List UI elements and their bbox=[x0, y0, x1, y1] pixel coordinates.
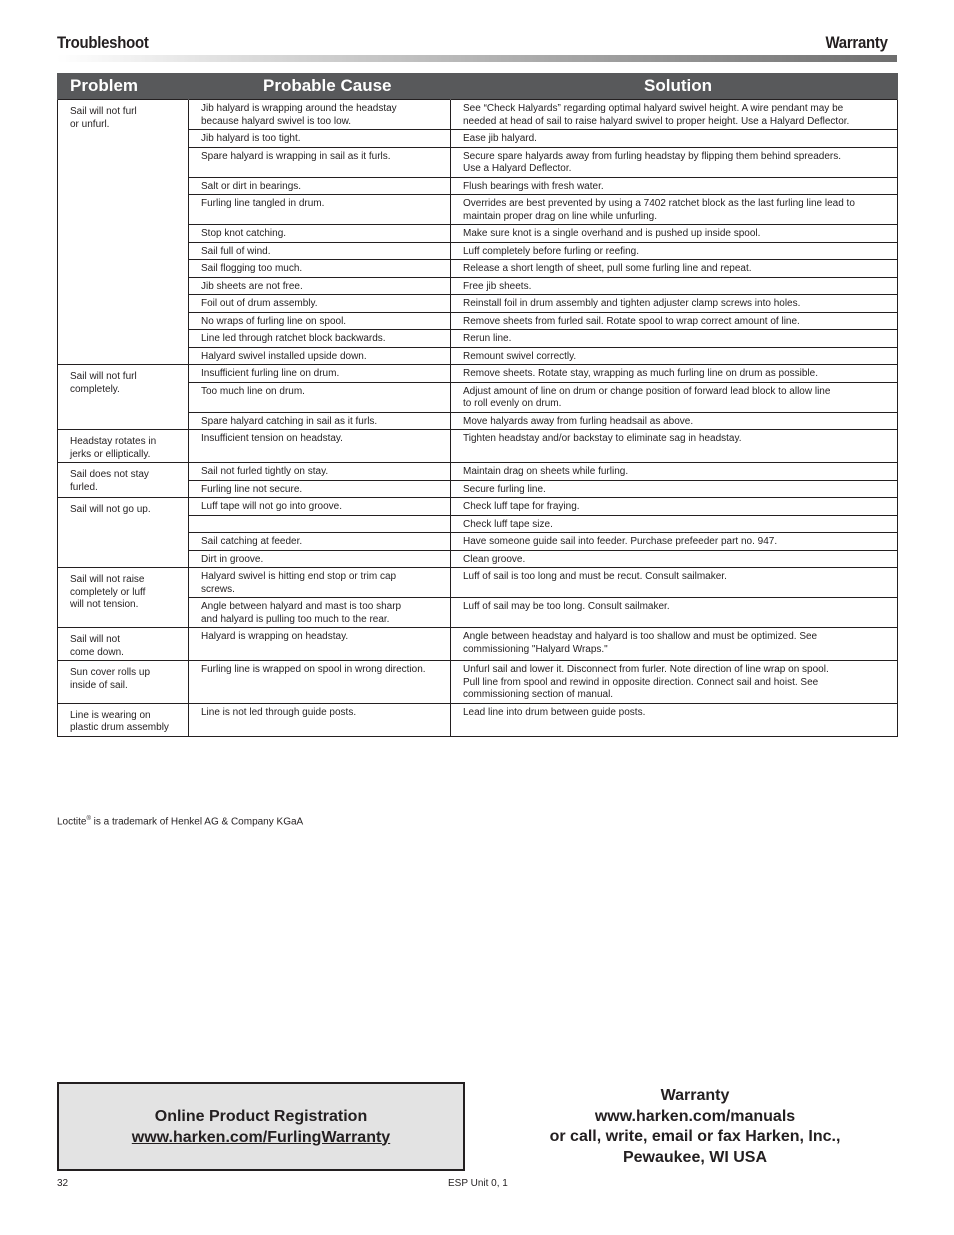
problem-text-line: Sail does not stay bbox=[70, 469, 149, 480]
solution-text-line: Luff completely before furling or reefing. bbox=[463, 245, 640, 257]
troubleshoot-table bbox=[57, 73, 898, 737]
cause-text-line: Spare halyard catching in sail as it furls. bbox=[201, 415, 378, 427]
problem-cell bbox=[58, 661, 189, 704]
cause-cell bbox=[189, 463, 451, 481]
solution-cell bbox=[451, 498, 898, 516]
cause-text-line: Halyard swivel installed upside down. bbox=[201, 350, 367, 362]
cause-text-line: Angle between halyard and mast is too sharp bbox=[201, 601, 402, 612]
solution-text-line: Ease jib halyard. bbox=[463, 133, 537, 144]
solution-cell bbox=[451, 365, 898, 383]
section-title-troubleshoot: Troubleshoot bbox=[57, 33, 149, 52]
cause-cell bbox=[189, 533, 451, 551]
solution-cell bbox=[451, 412, 898, 430]
solution-text-line: commissioning section of manual. bbox=[463, 689, 614, 700]
cause-cell bbox=[189, 347, 451, 365]
cause-text-line: Line led through ratchet block backwards. bbox=[201, 333, 386, 344]
cause-text-line: Furling line is wrapped on spool in wrong direction. bbox=[201, 664, 426, 675]
solution-cell bbox=[451, 480, 898, 498]
solution-cell bbox=[451, 515, 898, 533]
solution-cell bbox=[451, 177, 898, 195]
cause-text-line: Furling line not secure. bbox=[201, 483, 303, 495]
solution-cell bbox=[451, 100, 898, 130]
cause-text-line: Sail full of wind. bbox=[201, 245, 271, 257]
cause-cell bbox=[189, 568, 451, 598]
solution-cell bbox=[451, 260, 898, 278]
solution-text-line: Overrides are best prevented by using a 7402 ratchet block as the last furling line lead to bbox=[463, 198, 855, 209]
cause-cell bbox=[189, 312, 451, 330]
problem-text-line: will not tension. bbox=[70, 599, 139, 610]
cause-text-line: Furling line tangled in drum. bbox=[201, 198, 325, 209]
solution-text-line: Unfurl sail and lower it. Disconnect from furler. Note direction of line wrap on spool. bbox=[463, 664, 829, 675]
cause-cell bbox=[189, 598, 451, 628]
solution-text-line: Have someone guide sail into feeder. Purchase prefeeder part no. 947. bbox=[463, 536, 778, 547]
table-row bbox=[58, 703, 898, 736]
cause-text-line: Stop knot catching. bbox=[201, 228, 287, 239]
registration-link[interactable]: www.harken.com/FurlingWarranty bbox=[131, 1128, 391, 1146]
problem-text-line: Headstay rotates in bbox=[70, 436, 157, 447]
solution-text-line: Reinstall foil in drum assembly and tighten adjuster clamp screws into holes. bbox=[463, 298, 801, 309]
solution-cell bbox=[451, 330, 898, 348]
problem-cell bbox=[58, 463, 189, 498]
solution-text-line: Adjust amount of line on drum or change position of forward lead block to allow line bbox=[463, 385, 831, 397]
solution-cell bbox=[451, 598, 898, 628]
cause-text-line: screws. bbox=[201, 583, 235, 595]
problem-text-line: Sail will not furl bbox=[70, 371, 137, 382]
problem-cell bbox=[58, 430, 189, 463]
cause-cell bbox=[189, 177, 451, 195]
solution-cell bbox=[451, 382, 898, 412]
cause-text-line: Insufficient furling line on drum. bbox=[201, 368, 340, 379]
solution-text-line: maintain proper drag on line while unfurling. bbox=[463, 210, 658, 222]
cause-cell bbox=[189, 330, 451, 348]
table-row bbox=[58, 430, 898, 463]
cause-text-line: Sail not furled tightly on stay. bbox=[201, 466, 329, 477]
problem-cell bbox=[58, 365, 189, 430]
cause-text-line: Sail catching at feeder. bbox=[201, 536, 303, 547]
solution-text-line: Angle between headstay and halyard is too shallow and must be optimized. See bbox=[463, 631, 818, 642]
solution-cell bbox=[451, 661, 898, 704]
problem-text-line: Sun cover rolls up bbox=[70, 667, 151, 678]
solution-cell bbox=[451, 463, 898, 481]
table-row bbox=[58, 628, 898, 661]
problem-text-line: jerks or elliptically. bbox=[70, 448, 151, 460]
solution-cell bbox=[451, 703, 898, 736]
problem-text-line: Sail will not raise bbox=[70, 574, 145, 585]
solution-cell bbox=[451, 242, 898, 260]
cause-text-line: Salt or dirt in bearings. bbox=[201, 180, 302, 192]
registration-title: Online Product Registration bbox=[154, 1107, 368, 1125]
cause-cell bbox=[189, 147, 451, 177]
cause-text-line: Spare halyard is wrapping in sail as it furls. bbox=[201, 150, 391, 162]
cause-text-line: Jib sheets are not free. bbox=[201, 280, 303, 292]
cause-text-line: Halyard swivel is hitting end stop or trim cap bbox=[201, 571, 397, 582]
solution-text-line: Check luff tape for fraying. bbox=[463, 501, 580, 512]
warranty-location: Pewaukee, WI USA bbox=[622, 1148, 768, 1166]
table-row bbox=[58, 661, 898, 704]
solution-text-line: Secure spare halyards away from furling headstay by flipping them behind spreaders. bbox=[463, 150, 841, 162]
cause-text-line: Dirt in groove. bbox=[201, 553, 264, 565]
cause-cell bbox=[189, 515, 451, 533]
solution-text-line: Flush bearings with fresh water. bbox=[463, 180, 604, 192]
cause-cell bbox=[189, 480, 451, 498]
problem-text-line: plastic drum assembly bbox=[70, 722, 169, 733]
solution-text-line: needed at head of sail to raise halyard swivel to proper height. Use a Halyard Deflector. bbox=[463, 115, 850, 127]
problem-text-line: Sail will not bbox=[70, 634, 121, 645]
cause-cell bbox=[189, 661, 451, 704]
table-row bbox=[58, 568, 898, 598]
solution-text-line: Remove sheets from furled sail. Rotate spool to wrap correct amount of line. bbox=[463, 315, 800, 327]
problem-text-line: Line is wearing on bbox=[70, 709, 151, 721]
solution-cell bbox=[451, 628, 898, 661]
section-title-warranty: Warranty bbox=[825, 33, 888, 52]
problem-text-line: completely or luff bbox=[70, 586, 146, 598]
solution-text-line: See “Check Halyards” regarding optimal halyard swivel height. A wire pendant may be bbox=[463, 103, 844, 114]
cause-cell bbox=[189, 295, 451, 313]
problem-text-line: or unfurl. bbox=[70, 118, 110, 130]
trademark-footnote: Loctite® is a trademark of Henkel AG & Company KGaA bbox=[57, 816, 304, 828]
warranty-contact-line: or call, write, email or fax Harken, Inc., bbox=[549, 1128, 841, 1145]
cause-cell bbox=[189, 550, 451, 568]
table-row bbox=[58, 365, 898, 383]
cause-cell bbox=[189, 242, 451, 260]
cause-text-line: Halyard is wrapping on headstay. bbox=[201, 631, 349, 642]
cause-cell bbox=[189, 703, 451, 736]
solution-text-line: Clean groove. bbox=[463, 553, 526, 565]
problem-cell bbox=[58, 100, 189, 365]
solution-text-line: commissioning "Halyard Wraps." bbox=[463, 643, 608, 655]
problem-text-line: Sail will not go up. bbox=[70, 504, 151, 515]
cause-text-line: Jib halyard is wrapping around the headstay bbox=[201, 103, 397, 114]
column-header-probable-cause: Probable Cause bbox=[189, 73, 451, 100]
cause-cell bbox=[189, 225, 451, 243]
cause-cell bbox=[189, 628, 451, 661]
solution-text-line: Pull line from spool and rewind in opposite direction. Connect sail and hoist. See bbox=[463, 676, 819, 688]
solution-text-line: Check luff tape size. bbox=[463, 518, 553, 530]
cause-cell bbox=[189, 382, 451, 412]
solution-text-line: Lead line into drum between guide posts. bbox=[463, 706, 646, 718]
problem-cell bbox=[58, 703, 189, 736]
solution-text-line: Release a short length of sheet, pull some furling line and repeat. bbox=[463, 263, 752, 274]
solution-cell bbox=[451, 225, 898, 243]
cause-text-line: Foil out of drum assembly. bbox=[201, 298, 318, 309]
registration-box bbox=[57, 1082, 465, 1171]
problem-text-line: completely. bbox=[70, 383, 120, 395]
solution-text-line: Tighten headstay and/or backstay to eliminate sag in headstay. bbox=[463, 433, 742, 444]
solution-text-line: Use a Halyard Deflector. bbox=[463, 163, 572, 174]
problem-text-line: furled. bbox=[70, 481, 98, 493]
solution-text-line: Move halyards away from furling headsail as above. bbox=[463, 415, 694, 427]
page-number: 32 bbox=[57, 1178, 69, 1189]
unit-label: ESP Unit 0, 1 bbox=[448, 1178, 508, 1189]
cause-cell bbox=[189, 195, 451, 225]
warranty-heading: Warranty bbox=[660, 1087, 730, 1104]
problem-text-line: inside of sail. bbox=[70, 679, 128, 691]
warranty-contact-block bbox=[540, 1086, 850, 1168]
solution-cell bbox=[451, 147, 898, 177]
cause-text-line: Sail flogging too much. bbox=[201, 263, 303, 274]
solution-cell bbox=[451, 130, 898, 148]
solution-text-line: Secure furling line. bbox=[463, 483, 546, 495]
cause-cell bbox=[189, 260, 451, 278]
problem-cell bbox=[58, 568, 189, 628]
cause-text-line: Jib halyard is too tight. bbox=[201, 133, 301, 144]
table-body bbox=[58, 100, 898, 737]
cause-cell bbox=[189, 277, 451, 295]
solution-cell bbox=[451, 277, 898, 295]
problem-text-line: Sail will not furl bbox=[70, 106, 137, 117]
solution-text-line: Luff of sail is too long and must be recut. Consult sailmaker. bbox=[463, 571, 727, 582]
solution-cell bbox=[451, 312, 898, 330]
cause-text-line: Too much line on drum. bbox=[201, 385, 305, 397]
solution-text-line: to roll evenly on drum. bbox=[463, 398, 562, 409]
solution-text-line: Rerun line. bbox=[463, 333, 512, 344]
cause-text-line: Insufficient tension on headstay. bbox=[201, 433, 343, 444]
solution-text-line: Remove sheets. Rotate stay, wrapping as much furling line on drum as possible. bbox=[463, 368, 818, 379]
column-header-problem: Problem bbox=[58, 73, 189, 100]
solution-text-line: Free jib sheets. bbox=[463, 280, 532, 292]
solution-cell bbox=[451, 295, 898, 313]
solution-text-line: Make sure knot is a single overhand and is pushed up inside spool. bbox=[463, 228, 761, 239]
cause-text-line: Line is not led through guide posts. bbox=[201, 706, 357, 718]
solution-cell bbox=[451, 195, 898, 225]
problem-cell bbox=[58, 498, 189, 568]
cause-cell bbox=[189, 130, 451, 148]
header-gradient-rule bbox=[57, 55, 897, 62]
problem-text-line: come down. bbox=[70, 646, 124, 658]
solution-cell bbox=[451, 430, 898, 463]
solution-cell bbox=[451, 533, 898, 551]
cause-text-line: and halyard is pulling too much to the rear. bbox=[201, 613, 390, 625]
column-header-solution: Solution bbox=[451, 73, 898, 100]
cause-cell bbox=[189, 498, 451, 516]
table-header-row bbox=[58, 73, 898, 100]
cause-cell bbox=[189, 412, 451, 430]
cause-text-line: because halyard swivel is too low. bbox=[201, 115, 352, 127]
table-row bbox=[58, 100, 898, 130]
cause-cell bbox=[189, 365, 451, 383]
warranty-url[interactable]: www.harken.com/manuals bbox=[594, 1107, 796, 1125]
cause-text-line: Luff tape will not go into groove. bbox=[201, 501, 343, 512]
solution-cell bbox=[451, 568, 898, 598]
table-row bbox=[58, 463, 898, 481]
solution-text-line: Luff of sail may be too long. Consult sailmaker. bbox=[463, 601, 670, 612]
solution-cell bbox=[451, 347, 898, 365]
solution-text-line: Maintain drag on sheets while furling. bbox=[463, 466, 629, 477]
solution-text-line: Remount swivel correctly. bbox=[463, 350, 577, 362]
cause-text-line: No wraps of furling line on spool. bbox=[201, 315, 347, 327]
cause-cell bbox=[189, 100, 451, 130]
cause-cell bbox=[189, 430, 451, 463]
solution-cell bbox=[451, 550, 898, 568]
problem-cell bbox=[58, 628, 189, 661]
table-row bbox=[58, 498, 898, 516]
